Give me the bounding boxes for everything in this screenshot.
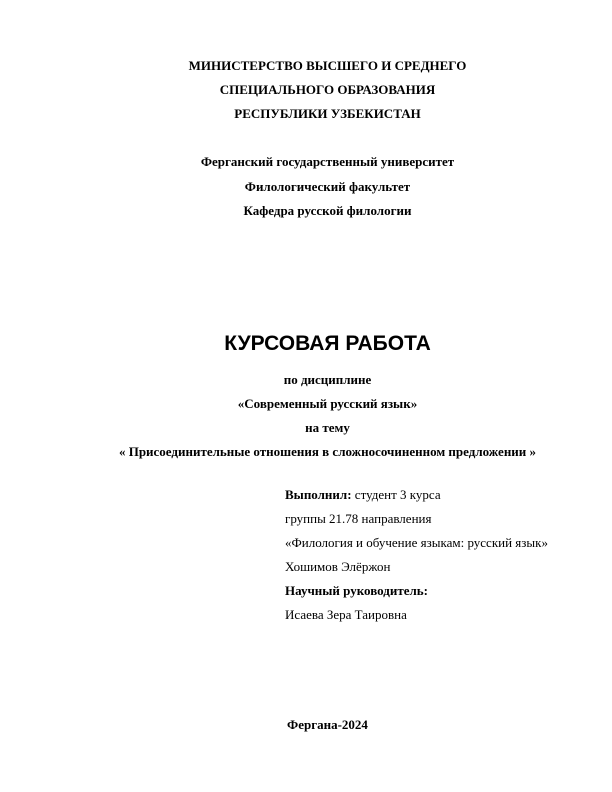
author-label: Выполнил: [285, 487, 352, 502]
faculty-name: Филологический факультет [244, 179, 411, 194]
author-direction: «Филология и обучение языкам: русский язык» [285, 535, 548, 550]
supervisor-name: Исаева Зера Таировна [285, 607, 407, 622]
ministry-line-1: МИНИСТЕРСТВО ВЫСШЕГО И СРЕДНЕГО [188, 58, 467, 73]
ministry-line-2: СПЕЦИАЛЬНОГО ОБРАЗОВАНИЯ [219, 82, 436, 97]
author-name: Хошимов Элёржон [285, 559, 391, 574]
department-name: Кафедра русской филологии [243, 203, 412, 218]
city-year: Фергана-2024 [287, 717, 368, 732]
author-course-line [285, 487, 441, 503]
topic-name: « Присоединительные отношения в сложносочиненном предложении » [118, 444, 537, 459]
author-course: студент 3 курса [351, 487, 441, 502]
ministry-line-3: РЕСПУБЛИКИ УЗБЕКИСТАН [234, 106, 421, 121]
supervisor-label: Научный руководитель: [285, 583, 428, 598]
work-title: КУРСОВАЯ РАБОТА [224, 332, 431, 355]
author-group: группы 21.78 направления [285, 511, 432, 526]
topic-label: на тему [305, 420, 350, 435]
university-name: Ферганский государственный университет [200, 154, 455, 169]
discipline-label: по дисциплине [283, 372, 372, 387]
discipline-name: «Современный русский язык» [237, 396, 418, 411]
